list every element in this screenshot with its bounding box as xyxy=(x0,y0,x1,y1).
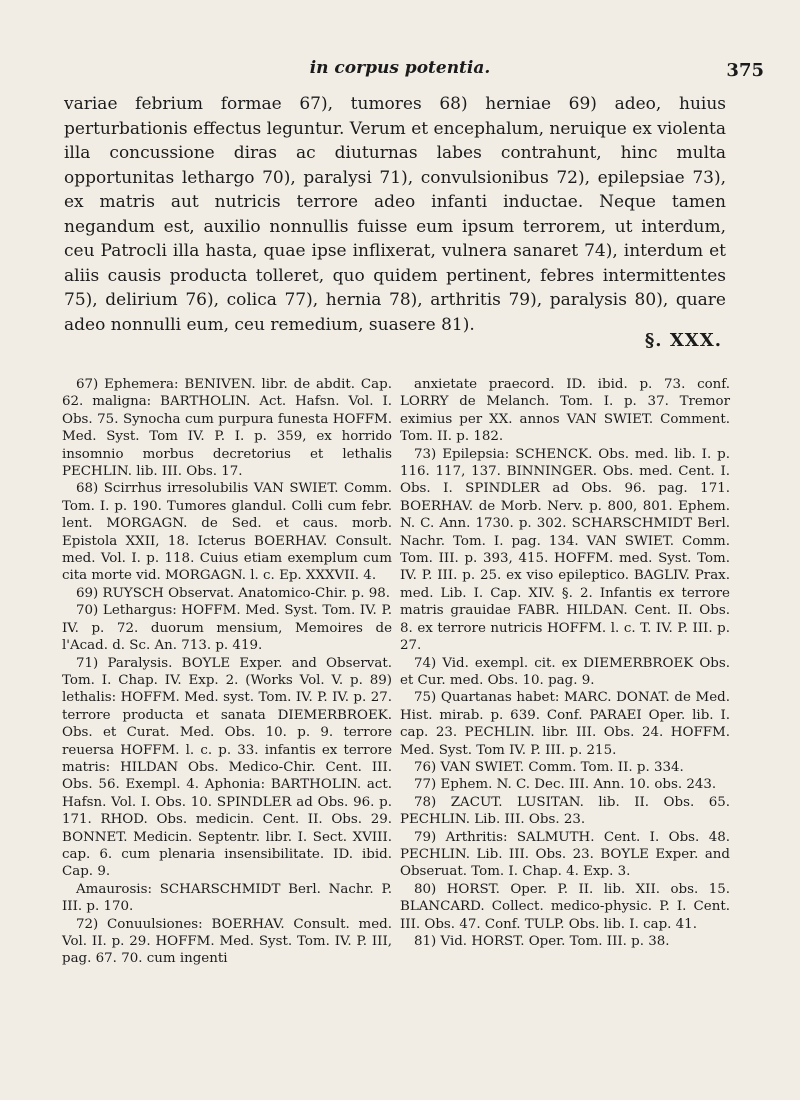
footnote: 77) Ephem. N. C. Dec. III. Ann. 10. obs. 243. xyxy=(414,777,717,793)
page-number: 375 xyxy=(726,60,764,81)
footnotes-right-column xyxy=(400,376,730,950)
footnote: 72) Conuulsiones: BOERHAV. Consult. med. Vol. II. p. 29. HOFFM. Med. Syst. Tom. IV. P. III, pag. 67. 70. cum ingenti xyxy=(62,916,392,967)
footnote: 67) Ephemera: BENIVEN. libr. de abdit. Cap. 62. maligna: BARTHOLIN. Act. Hafsn. Vol. I. Obs. 75. Synocha cum purpura funesta HOFFM. Med. Syst. Tom IV. P. I. p. 359, ex horrido insomnio morbus decretorius et lethalis PECHLIN. lib. III. Obs. 17. xyxy=(62,377,392,480)
footnote: anxietate praecord. ID. ibid. p. 73. conf. LORRY de Melanch. Tom. I. p. 37. Tremor eximius per XX. annos VAN SWIET. Comment. Tom. II. p. 182. xyxy=(400,377,730,445)
footnote: 79) Arthritis: SALMUTH. Cent. I. Obs. 48. PECHLIN. Lib. III. Obs. 23. BOYLE Exper. and Obseruat. Tom. I. Chap. 4. Exp. 3. xyxy=(400,829,730,880)
footnote: 80) HORST. Oper. P. II. lib. XII. obs. 15. BLANCARD. Collect. medico-physic. P. I. Cent. III. Obs. 47. Conf. TULP. Obs. lib. I. cap. 41. xyxy=(400,881,730,932)
footnote: 68) Scirrhus irresolubilis VAN SWIET. Comm. Tom. I. p. 190. Tumores glandul. Colli cum febr. lent. MORGAGN. de Sed. et caus. morb. Epistola XXII, 18. Icterus BOERHAV. Consult. med. Vol. I. p. 118. Cuius etiam exemplum cum cita morte vid. MORGAGN. l. c. Ep. XXXVII. 4. xyxy=(62,481,392,584)
footnote: Amaurosis: SCHARSCHMIDT Berl. Nachr. P. III. p. 170. xyxy=(62,881,392,915)
footnote: 74) Vid. exempl. cit. ex DIEMERBROEK Obs. et Cur. med. Obs. 10. pag. 9. xyxy=(400,655,730,688)
footnote: 73) Epilepsia: SCHENCK. Obs. med. lib. I. p. 116. 117, 137. BINNINGER. Obs. med. Cent. I. Obs. I. SPINDLER ad Obs. 96. pag. 171. BOERHAV. de Morb. Nerv. p. 800, 801. Ephem. N. C. Ann. 1730. p. 302. SCHARSCHMIDT Berl. Nachr. Tom. I. pag. 134. VAN SWIET. Comm. Tom. III. p. 393, 415. HOFFM. med. Syst. Tom. IV. P. III. p. 25. ex viso epileptico. BAGLIV. Prax. med. Lib. I. Cap. XIV. §. 2. Infantis ex terrore matris grauidae FABR. HILDAN. Cent. II. Obs. 8. ex terrore nutricis HOFFM. l. c. T. IV. P. III. p. 27. xyxy=(400,446,730,654)
footnotes-left-column xyxy=(62,376,392,968)
footnote: 70) Lethargus: HOFFM. Med. Syst. Tom. IV. P. IV. p. 72. duorum mensium, Memoires de l'Acad. d. Sc. An. 713. p. 419. xyxy=(62,603,392,654)
footnote: 76) VAN SWIET. Comm. Tom. II. p. 334. xyxy=(414,759,684,775)
section-mark: §. XXX. xyxy=(644,330,722,351)
footnote: 81) Vid. HORST. Oper. Tom. III. p. 38. xyxy=(414,934,670,949)
running-head: in corpus potentia. xyxy=(309,58,491,78)
body-paragraph: variae febrium formae 67), tumores 68) herniae 69) adeo, huius perturbationis effectus leguntur. Verum et encephalum, neruique ex violenta illa concussione diras ac diuturnas labes contrahunt, hinc multa opportunitas lethargo 70), paralysi 71), convulsionibus 72), epilepsiae 73), ex matris aut nutricis terrore adeo infanti inductae. Neque tamen negandum est, auxilio nonnullis fuisse eum ipsum terrorem, ut interdum, ceu Patrocli illa hasta, quae ipse inflixerat, vulnera sanaret 74), interdum et aliis causis producta tolleret, quo quidem pertinent, febres intermittentes 75), delirium 76), colica 77), hernia 78), arthritis 79), paralysis 80), quare adeo nonnulli eum, ceu remedium, suasere 81). xyxy=(64,94,726,335)
footnote: 71) Paralysis. BOYLE Exper. and Observat. Tom. I. Chap. IV. Exp. 2. (Works Vol. V. p. 89) lethalis: HOFFM. Med. syst. Tom. IV. P. IV. p. 27. terrore producta et sanata DIEMERBROEK. Obs. et Curat. Med. Obs. 10. p. 9. terrore reuersa HOFFM. l. c. p. 33. infantis ex terrore matris: HILDAN Obs. Medico-Chir. Cent. III. Obs. 56. Exempl. 4. Aphonia: BARTHOLIN. act. Hafsn. Vol. I. Obs. 10. SPINDLER ad Obs. 96. p. 171. RHOD. Obs. medicin. Cent. II. Obs. 29. BONNET. Medicin. Septentr. libr. I. Sect. XVIII. cap. 6. cum plenaria insensibilitate. ID. ibid. Cap. 9. xyxy=(62,655,392,880)
footnote: 69) RUYSCH Observat. Anatomico-Chir. p. 98. xyxy=(76,585,391,601)
footnote: 78) ZACUT. LUSITAN. lib. II. Obs. 65. PECHLIN. Lib. III. Obs. 23. xyxy=(400,794,730,828)
footnote: 75) Quartanas habet: MARC. DONAT. de Med. Hist. mirab. p. 639. Conf. PARAEI Oper. lib. I. cap. 23. PECHLIN. libr. III. Obs. 24. HOFFM. Med. Syst. Tom IV. P. III. p. 215. xyxy=(400,690,730,758)
